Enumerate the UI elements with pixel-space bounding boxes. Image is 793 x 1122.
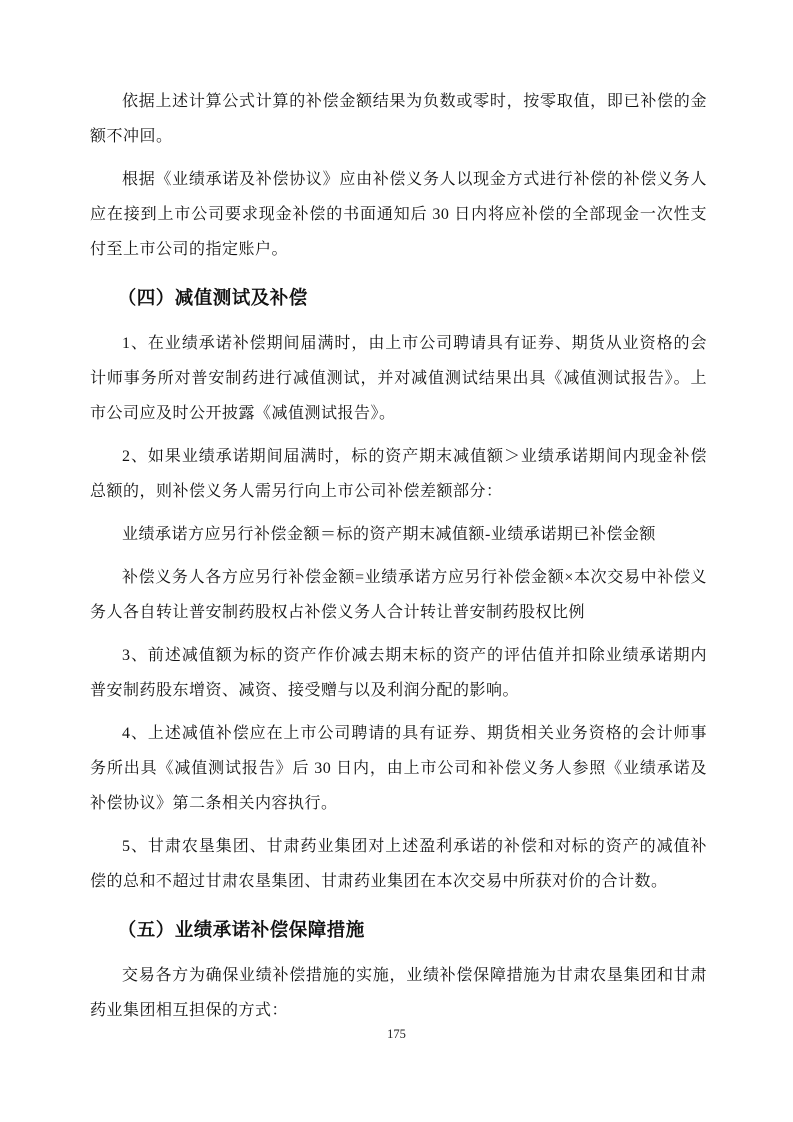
paragraph-formula-2: 补偿义务人各方应另行补偿金额=业绩承诺方应另行补偿金额×本次交易中补偿义务人各自转让普安制药股权占补偿义务人合计转让普安制药股权比例 — [90, 569, 707, 621]
paragraph-item-4: 4、上述减值补偿应在上市公司聘请的具有证券、期货相关业务资格的会计师事务所出具《减值测试报告》后 30 日内，由上市公司和补偿义务人参照《业绩承诺及补偿协议》第二条相关内容执行。 — [90, 725, 707, 812]
paragraph-formula-1: 业绩承诺方应另行补偿金额＝标的资产期末减值额-业绩承诺期已补偿金额 — [122, 526, 656, 543]
paragraph-item-2: 2、如果业绩承诺期间届满时，标的资产期末减值额＞业绩承诺期间内现金补偿总额的，则补偿义务人需另行向上市公司补偿差额部分： — [90, 448, 707, 500]
paragraph-cash-payment: 根据《业绩承诺及补偿协议》应由补偿义务人以现金方式进行补偿的补偿义务人应在接到上市公司要求现金补偿的书面通知后 30 日内将应补偿的全部现金一次性支付至上市公司的指定账户。 — [90, 171, 707, 258]
paragraph-guarantee-intro: 交易各方为确保业绩补偿措施的实施，业绩补偿保障措施为甘肃农垦集团和甘肃药业集团相互担保的方式： — [90, 967, 707, 1019]
paragraph-item-5: 5、甘肃农垦集团、甘肃药业集团对上述盈利承诺的补偿和对标的资产的减值补偿的总和不超过甘肃农垦集团、甘肃药业集团在本次交易中所获对价的合计数。 — [90, 838, 707, 890]
paragraph-item-3: 3、前述减值额为标的资产作价减去期末标的资产的评估值并扣除业绩承诺期内普安制药股东增资、减资、接受赠与以及利润分配的影响。 — [90, 647, 707, 699]
paragraph-compensation-zero: 依据上述计算公式计算的补偿金额结果为负数或零时，按零取值，即已补偿的金额不冲回。 — [90, 93, 707, 145]
section-heading-impairment-test: （四）减值测试及补偿 — [117, 287, 308, 308]
paragraph-item-1: 1、在业绩承诺补偿期间届满时，由上市公司聘请具有证券、期货从业资格的会计师事务所对普安制药进行减值测试，并对减值测试结果出具《减值测试报告》。上市公司应及时公开披露《减值测试报告》。 — [90, 335, 707, 422]
document-body — [90, 84, 707, 1036]
section-heading-guarantee-measures: （五）业绩承诺补偿保障措施 — [117, 919, 365, 940]
page-number: 175 — [387, 1027, 406, 1041]
